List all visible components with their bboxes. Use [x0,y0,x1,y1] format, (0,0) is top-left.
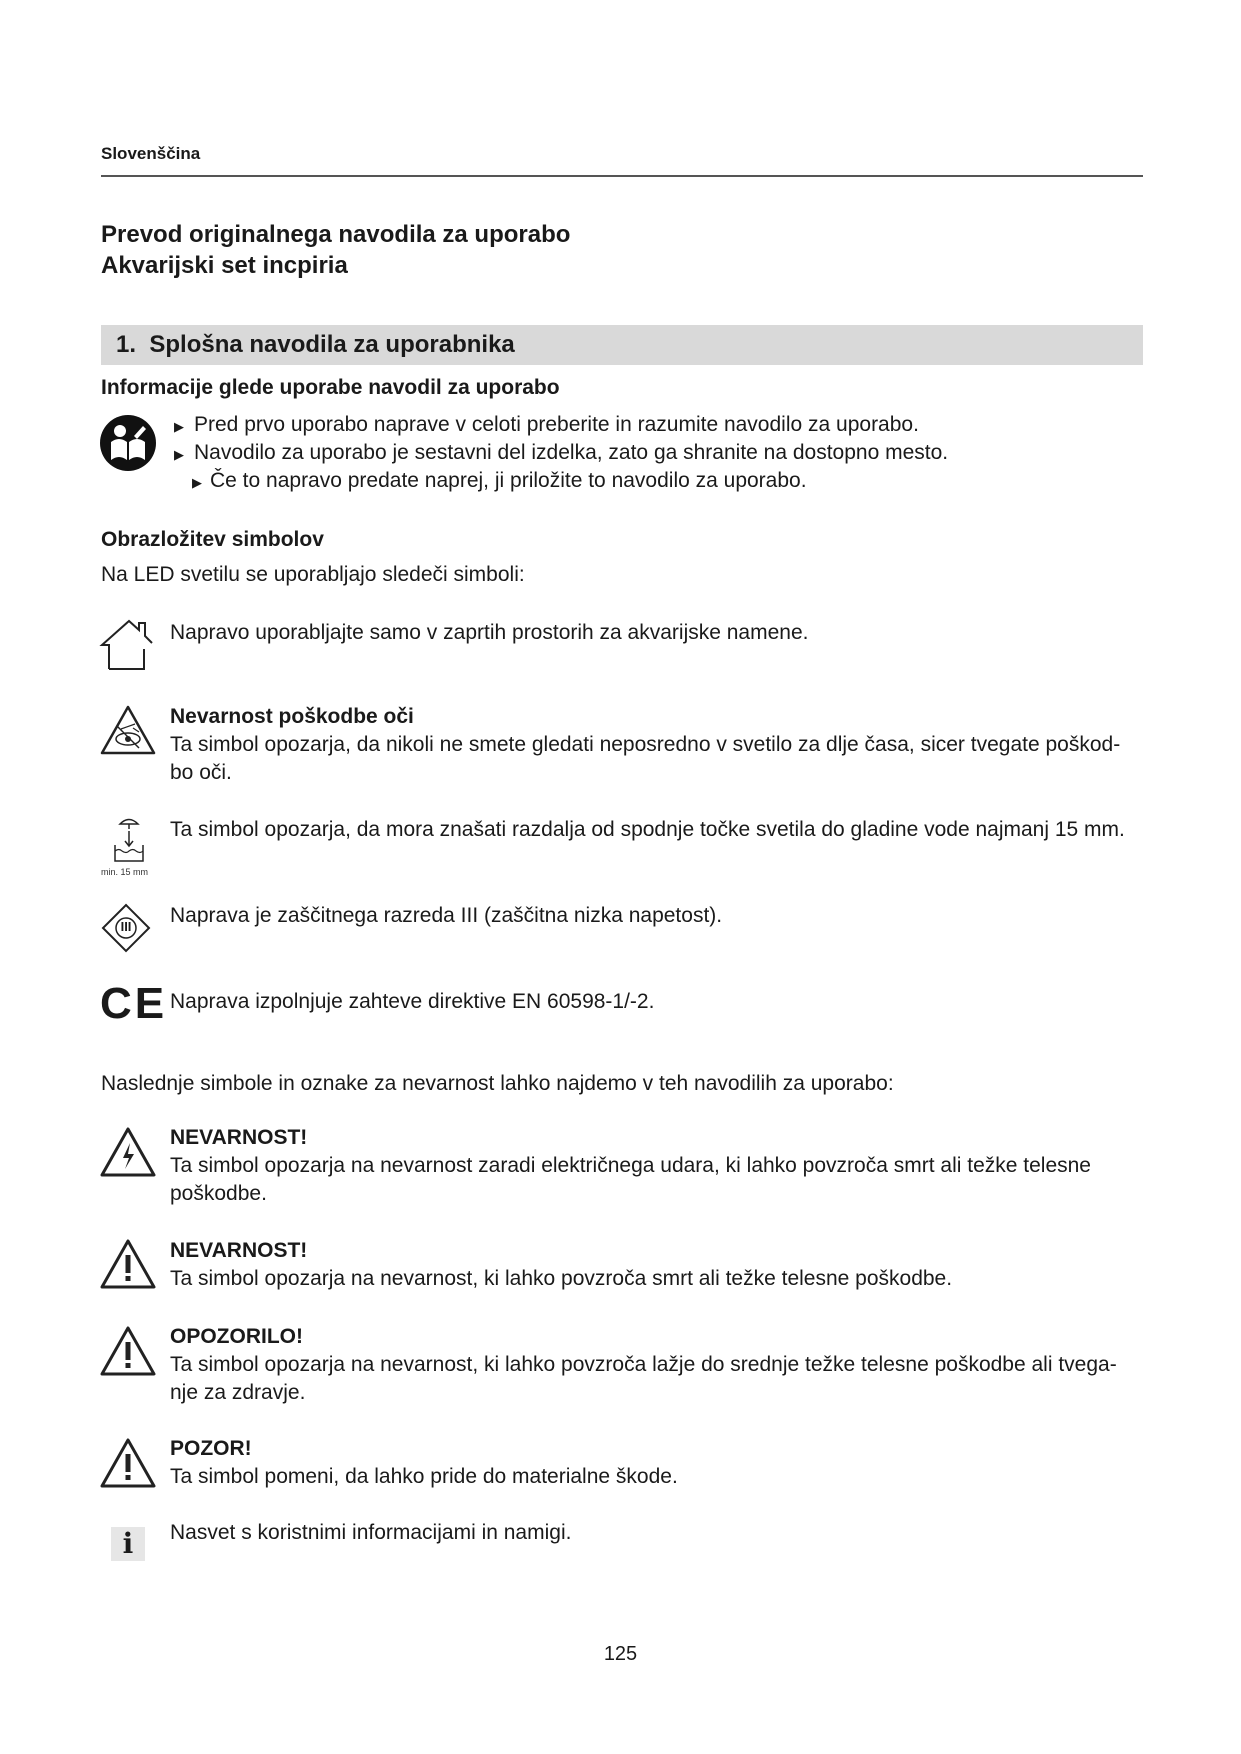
water-distance-icon [101,815,155,875]
caution-icon [99,1437,157,1489]
water-distance-text: Ta simbol opozarja, da mora znašati razdalja od spodnje točke svetila do gladine vode najmanj 15 mm. [170,818,1125,841]
info-tip-icon: i [111,1527,145,1561]
bullet-icon: ▶ [174,447,184,462]
water-distance-icon-label: min. 15 mm [101,867,149,877]
info-bullet-2: Navodilo za uporabo je sestavni del izdelka, zato ga shranite na dostopno mesto. [194,441,949,464]
language-label: Slovenščina [101,144,201,163]
caution-text: Ta simbol pomeni, da lahko pride do materialne škode. [170,1465,678,1488]
caution-title: POZOR! [170,1437,252,1460]
warning-line2: nje za zdravje. [170,1381,306,1404]
header-rule [101,175,1143,177]
document-title: Prevod originalnega navodila za uporabo [101,221,571,248]
symbols-intro: Na LED svetilu se uporabljajo sledeči simboli: [101,563,525,586]
indoor-use-text: Napravo uporabljajte samo v zaprtih prostorih za akvarijske namene. [170,621,809,644]
electric-hazard-line1: Ta simbol opozarja na nevarnost zaradi električnega udara, ki lahko povzroča smrt ali težke telesne [170,1154,1091,1177]
section-heading [116,331,515,359]
protection-class-iii-glyph: III [120,919,132,934]
symbols-heading: Obrazložitev simbolov [101,528,324,551]
danger-warning-icon [99,1238,157,1290]
info-sub-bullet: Če to napravo predate naprej, ji priložite to navodilo za uporabo. [210,469,807,492]
info-heading: Informacije glede uporabe navodil za uporabo [101,376,560,399]
bullet-icon: ▶ [192,475,202,490]
hazards-intro: Naslednje simbole in oznake za nevarnost lahko najdemo v teh navodilih za uporabo: [101,1072,894,1095]
read-manual-icon [99,414,157,472]
warning-icon [99,1325,157,1377]
ce-mark-icon: CE [100,979,168,1028]
indoor-use-icon [99,617,155,671]
eye-hazard-line2: bo oči. [170,761,232,784]
bullet-icon: ▶ [174,419,184,434]
section-title: Splošna navodila za uporabnika [149,331,515,358]
eye-hazard-title: Nevarnost poškodbe oči [170,705,414,728]
page-number: 125 [603,1643,638,1665]
ce-mark-text: Naprava izpolnjuje zahteve direktive EN 60598-1/-2. [170,990,655,1013]
eye-hazard-line1: Ta simbol opozarja, da nikoli ne smete gledati neposredno v svetilo za dlje časa, sicer tvegate poškod- [170,733,1121,756]
warning-title: OPOZORILO! [170,1325,303,1348]
danger-text: Ta simbol opozarja na nevarnost, ki lahko povzroča smrt ali težke telesne poškodbe. [170,1267,953,1290]
document-subtitle: Akvarijski set incpiria [101,252,348,279]
protection-class-text: Naprava je zaščitnega razreda III (zaščitna nizka napetost). [170,904,723,927]
electric-hazard-title: NEVARNOST! [170,1126,308,1149]
warning-line1: Ta simbol opozarja na nevarnost, ki lahko povzroča lažje do srednje težke telesne poškodbe ali tvega- [170,1353,1117,1376]
info-bullet-1: Pred prvo uporabo naprave v celoti preberite in razumite navodilo za uporabo. [194,413,919,436]
danger-title: NEVARNOST! [170,1239,308,1262]
eye-hazard-icon [99,704,157,756]
electric-shock-warning-icon [99,1126,157,1178]
electric-hazard-line2: poškodbe. [170,1182,267,1205]
tip-text: Nasvet s koristnimi informacijami in namigi. [170,1521,572,1544]
section-number: 1. [116,331,137,358]
